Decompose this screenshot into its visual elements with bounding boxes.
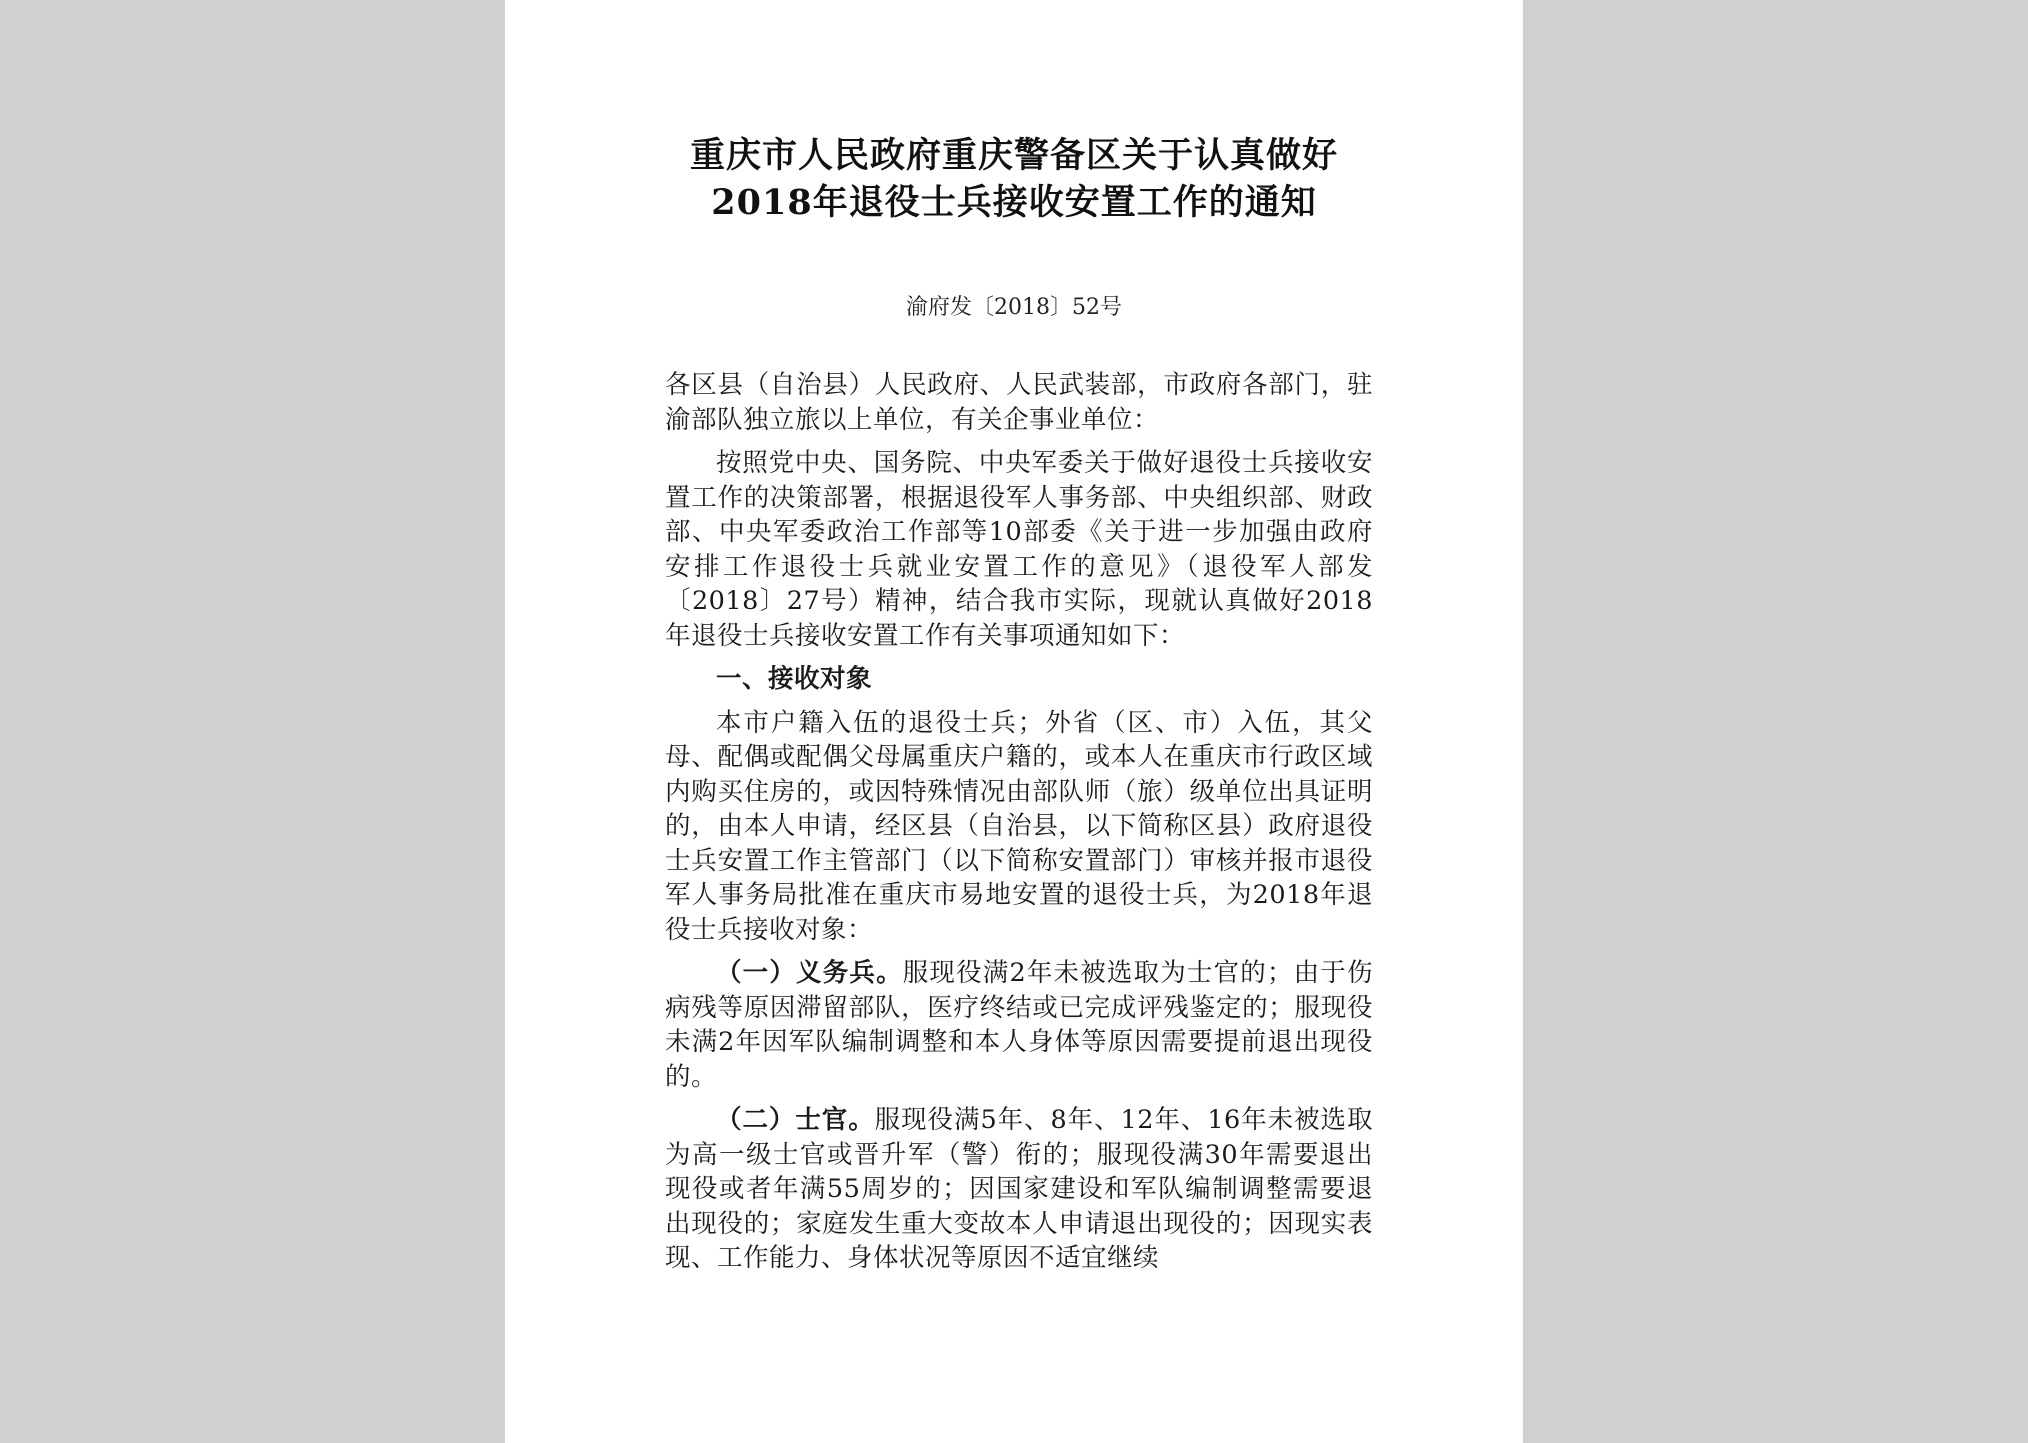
- document-page: [505, 0, 1523, 1443]
- title-line-1: 重庆市人民政府重庆警备区关于认真做好: [689, 135, 1338, 176]
- item-2-text: 服现役满5年、8年、12年、16年未被选取为高一级士官或晋升军（警）衔的；服现役满30年需要退出现役或者年满55周岁的；因国家建设和军队编制调整需要退出现役的；家庭发生重大变故本人申请退出现役的；因现实表现、工作能力、身体状况等原因不适宜继续: [665, 1105, 1373, 1273]
- document-body: [665, 368, 1373, 1285]
- title-line-2: 2018年退役士兵接收安置工作的通知: [711, 182, 1317, 223]
- item-1-label: （一）义务兵。: [716, 958, 903, 988]
- intro-paragraph: 按照党中央、国务院、中央军委关于做好退役士兵接收安置工作的决策部署，根据退役军人事务部、中央组织部、财政部、中央军委政治工作部等10部委《关于进一步加强由政府安排工作退役士兵就业安置工作的意见》（退役军人部发〔2018〕27号）精神，结合我市实际，现就认真做好2018年退役士兵接收安置工作有关事项通知如下：: [665, 448, 1373, 651]
- section-1-heading: 一、接收对象: [716, 664, 873, 694]
- item-1-paragraph: [665, 956, 1373, 1094]
- item-1-text: 服现役满2年未被选取为士官的；由于伤病残等原因滞留部队，医疗终结或已完成评残鉴定的；服现役未满2年因军队编制调整和本人身体等原因需要提前退出现役的。: [665, 958, 1373, 1092]
- item-2-paragraph: [665, 1103, 1373, 1276]
- salutation: 各区县（自治县）人民政府、人民武装部，市政府各部门，驻渝部队独立旅以上单位，有关企事业单位：: [665, 370, 1373, 435]
- document-title: [505, 132, 1523, 226]
- section-1-paragraph: 本市户籍入伍的退役士兵；外省（区、市）入伍，其父母、配偶或配偶父母属重庆户籍的，或本人在重庆市行政区域内购买住房的，或因特殊情况由部队师（旅）级单位出具证明的，由本人申请，经区县（自治县，以下简称区县）政府退役士兵安置工作主管部门（以下简称安置部门）审核并报市退役军人事务局批准在重庆市易地安置的退役士兵，为2018年退役士兵接收对象：: [665, 707, 1373, 945]
- item-2-label: （二）士官。: [716, 1105, 875, 1135]
- document-number: 渝府发〔2018〕52号: [906, 295, 1122, 320]
